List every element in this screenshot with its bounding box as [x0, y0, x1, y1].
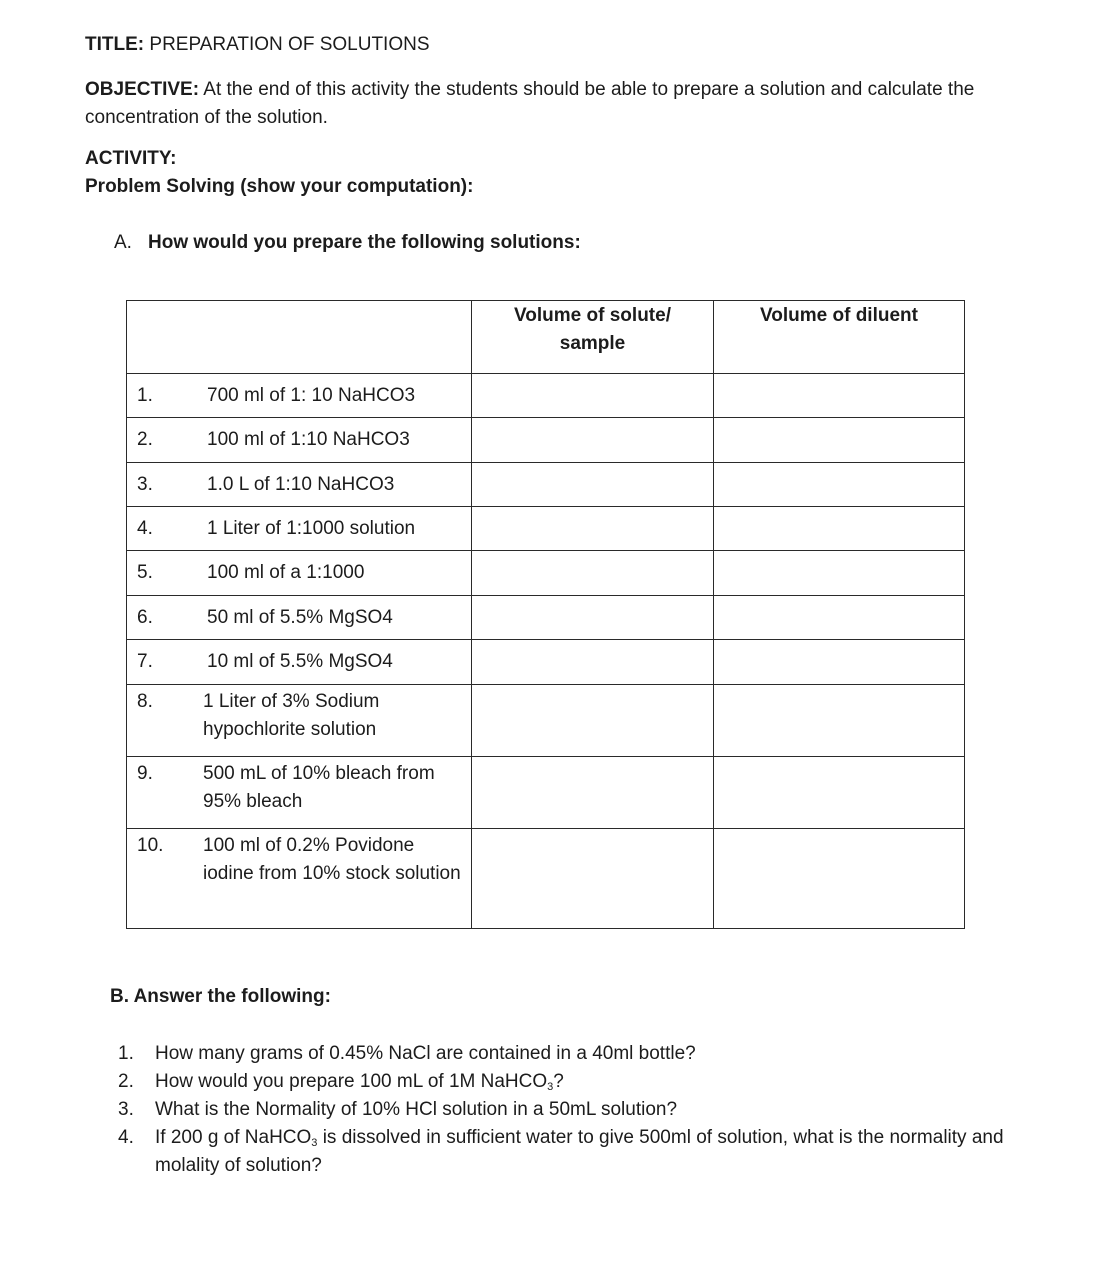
objective-text: At the end of this activity the students should be able to prepare a solution and calculate the concentration of the solution.: [85, 79, 975, 128]
diluent-answer-cell[interactable]: [714, 507, 965, 551]
table-row: [127, 757, 965, 829]
table-row: [127, 640, 965, 685]
table-row: [127, 418, 965, 463]
question-number: 4.: [118, 1127, 134, 1148]
preparation-table: [126, 300, 965, 929]
table-row: [127, 463, 965, 507]
row-number: 2.: [137, 429, 153, 450]
header-volume-diluent: Volume of diluent: [714, 301, 965, 374]
diluent-answer-cell[interactable]: [714, 374, 965, 418]
title-text: PREPARATION OF SOLUTIONS: [149, 34, 430, 55]
header-blank: [127, 301, 472, 374]
section-a-heading: [114, 232, 581, 254]
diluent-answer-cell[interactable]: [714, 685, 965, 757]
problem-solving-instruction: Problem Solving (show your computation):: [85, 176, 474, 197]
row-description: [127, 463, 472, 507]
subscript: 3: [311, 1137, 318, 1149]
list-item: [118, 1068, 1008, 1096]
row-text: 100 ml of a 1:1000: [207, 562, 365, 583]
objective-label: OBJECTIVE:: [85, 79, 200, 100]
solute-answer-cell[interactable]: [472, 640, 714, 685]
list-item: [118, 1040, 1008, 1068]
section-b-heading: B. Answer the following:: [110, 986, 331, 1007]
row-text: 50 ml of 5.5% MgSO4: [207, 607, 393, 628]
diluent-answer-cell[interactable]: [714, 757, 965, 829]
row-description: [127, 596, 472, 640]
diluent-answer-cell[interactable]: [714, 463, 965, 507]
row-number: 8.: [137, 691, 153, 712]
question-number: 2.: [118, 1071, 134, 1092]
header-volume-solute: Volume of solute/ sample: [472, 301, 714, 374]
solute-answer-cell[interactable]: [472, 463, 714, 507]
solute-answer-cell[interactable]: [472, 374, 714, 418]
row-description: [127, 418, 472, 463]
row-text: 100 ml of 1:10 NaHCO3: [207, 429, 410, 450]
table-row: [127, 374, 965, 418]
activity-label: ACTIVITY:: [85, 148, 177, 169]
row-text: 100 ml of 0.2% Povidone iodine from 10% stock solution: [203, 835, 461, 884]
row-description: [127, 640, 472, 685]
row-text: 1 Liter of 3% Sodium hypochlorite solution: [203, 691, 380, 740]
row-description: [127, 685, 472, 757]
solute-answer-cell[interactable]: [472, 596, 714, 640]
row-number: 7.: [137, 651, 153, 672]
row-number: 5.: [137, 562, 153, 583]
question-text-after: ?: [553, 1071, 564, 1092]
section-a-letter: A.: [114, 232, 132, 253]
question-text: How many grams of 0.45% NaCl are contained in a 40ml bottle?: [155, 1043, 696, 1064]
table-row: [127, 507, 965, 551]
solute-answer-cell[interactable]: [472, 829, 714, 929]
solute-answer-cell[interactable]: [472, 507, 714, 551]
row-number: 10.: [137, 835, 164, 856]
diluent-answer-cell[interactable]: [714, 596, 965, 640]
question-text-before: How would you prepare 100 mL of 1M NaHCO: [155, 1071, 548, 1092]
row-number: 3.: [137, 474, 153, 495]
question-list: [118, 1040, 1008, 1180]
row-number: 1.: [137, 385, 153, 406]
row-description: [127, 829, 472, 929]
row-description: [127, 507, 472, 551]
list-item: [118, 1096, 1008, 1124]
list-item: [118, 1124, 1008, 1180]
question-text: [155, 1068, 1008, 1096]
section-a-text: How would you prepare the following solutions:: [148, 232, 581, 253]
solute-answer-cell[interactable]: [472, 685, 714, 757]
row-description: [127, 757, 472, 829]
question-text-before: If 200 g of NaHCO: [155, 1127, 312, 1148]
objective: [85, 76, 985, 132]
table-header-row: [127, 301, 965, 374]
question-text-after: is dissolved in sufficient water to give 500ml of solution, what is the normality and molality of solution?: [155, 1127, 1004, 1176]
question-number: 3.: [118, 1099, 134, 1120]
solute-answer-cell[interactable]: [472, 418, 714, 463]
question-text: [155, 1124, 1008, 1180]
row-text: 1.0 L of 1:10 NaHCO3: [207, 474, 395, 495]
row-description: [127, 374, 472, 418]
row-number: 9.: [137, 763, 153, 784]
question-number: 1.: [118, 1043, 134, 1064]
solute-answer-cell[interactable]: [472, 551, 714, 596]
title-label: TITLE:: [85, 34, 145, 55]
table-row: [127, 829, 965, 929]
diluent-answer-cell[interactable]: [714, 418, 965, 463]
row-description: [127, 551, 472, 596]
subscript: 3: [547, 1081, 554, 1093]
worksheet-title: [85, 34, 430, 56]
diluent-answer-cell[interactable]: [714, 551, 965, 596]
solute-answer-cell[interactable]: [472, 757, 714, 829]
row-text: 10 ml of 5.5% MgSO4: [207, 651, 393, 672]
row-number: 6.: [137, 607, 153, 628]
row-number: 4.: [137, 518, 153, 539]
diluent-answer-cell[interactable]: [714, 640, 965, 685]
table-row: [127, 596, 965, 640]
diluent-answer-cell[interactable]: [714, 829, 965, 929]
table-row: [127, 685, 965, 757]
table-row: [127, 551, 965, 596]
question-text: What is the Normality of 10% HCl solution in a 50mL solution?: [155, 1099, 678, 1120]
row-text: 1 Liter of 1:1000 solution: [207, 518, 416, 539]
row-text: 500 mL of 10% bleach from 95% bleach: [203, 763, 435, 812]
row-text: 700 ml of 1: 10 NaHCO3: [207, 385, 416, 406]
